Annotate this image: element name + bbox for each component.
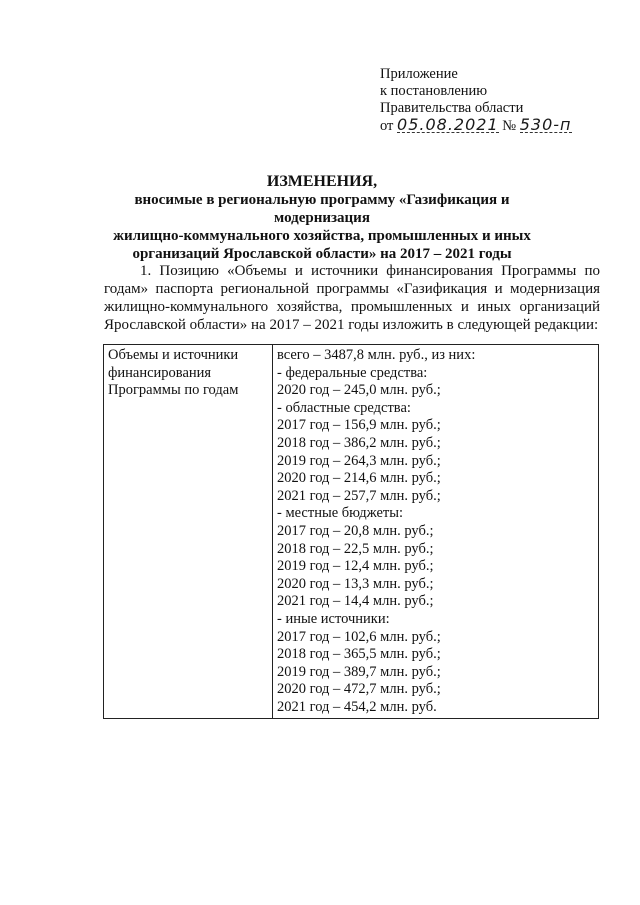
value-line: 2018 год – 365,5 млн. руб.; [277,646,441,663]
title-line-1: вносимые в региональную программу «Газификация и модернизация [134,192,510,226]
appendix-line-3: Правительства области [380,100,524,116]
number-label: № [502,118,517,134]
table-row [104,345,599,719]
value-line: 2020 год – 245,0 млн. руб.; [277,382,441,399]
value-line: 2021 год – 14,4 млн. руб.; [277,593,434,610]
title-line-3: организаций Ярославской области» на 2017 – 2021 годы [132,246,512,262]
appendix-date-line [380,117,620,135]
body-paragraph: 1. Позицию «Объемы и источники финансирования Программы по годам» паспорта региональной программы «Газификация и модернизация жилищно-коммунального хозяйства, промышленных и иных организаций Ярославской области» на 2017 – 2021 годы изложить в следующей редакции: [104,263,600,333]
value-line: - иные источники: [277,610,390,627]
appendix-line-2: к постановлению [380,83,488,99]
label-cell [104,345,273,719]
value-line: 2017 год – 102,6 млн. руб.; [277,628,441,645]
value-line: 2017 год – 156,9 млн. руб.; [277,417,441,434]
value-line: - федеральные средства: [277,364,428,381]
title-heading: ИЗМЕНЕНИЯ, [266,173,378,190]
value-line: 2018 год – 386,2 млн. руб.; [277,434,441,451]
value-line: 2019 год – 264,3 млн. руб.; [277,452,441,469]
label-line: Объемы и источники [108,347,239,363]
value-line: 2020 год – 13,3 млн. руб.; [277,575,434,592]
value-line: 2020 год – 472,7 млн. руб.; [277,681,441,698]
value-line: 2021 год – 257,7 млн. руб.; [277,487,441,504]
label-line: Программы по годам [108,382,239,399]
value-cell [273,345,599,719]
title-line-2: жилищно-коммунального хозяйства, промышленных и иных [113,228,531,244]
label-line: финансирования [108,364,212,381]
value-line: всего – 3487,8 млн. руб., из них: [277,347,476,363]
appendix-block [380,66,620,135]
appendix-line-1: Приложение [380,66,458,82]
value-line: 2018 год – 22,5 млн. руб.; [277,540,434,557]
handwritten-date: 05.08.2021 [397,115,499,134]
document-title [92,173,552,263]
financing-table [103,344,599,719]
value-line: - местные бюджеты: [277,505,403,522]
handwritten-number: 530-п [519,115,572,134]
value-line: 2020 год – 214,6 млн. руб.; [277,470,441,487]
value-line: 2021 год – 454,2 млн. руб. [277,698,437,715]
value-line: 2019 год – 12,4 млн. руб.; [277,558,434,575]
from-label: от [380,118,394,134]
value-line: 2019 год – 389,7 млн. руб.; [277,663,441,680]
value-line: 2017 год – 20,8 млн. руб.; [277,522,434,539]
value-line: - областные средства: [277,399,411,416]
